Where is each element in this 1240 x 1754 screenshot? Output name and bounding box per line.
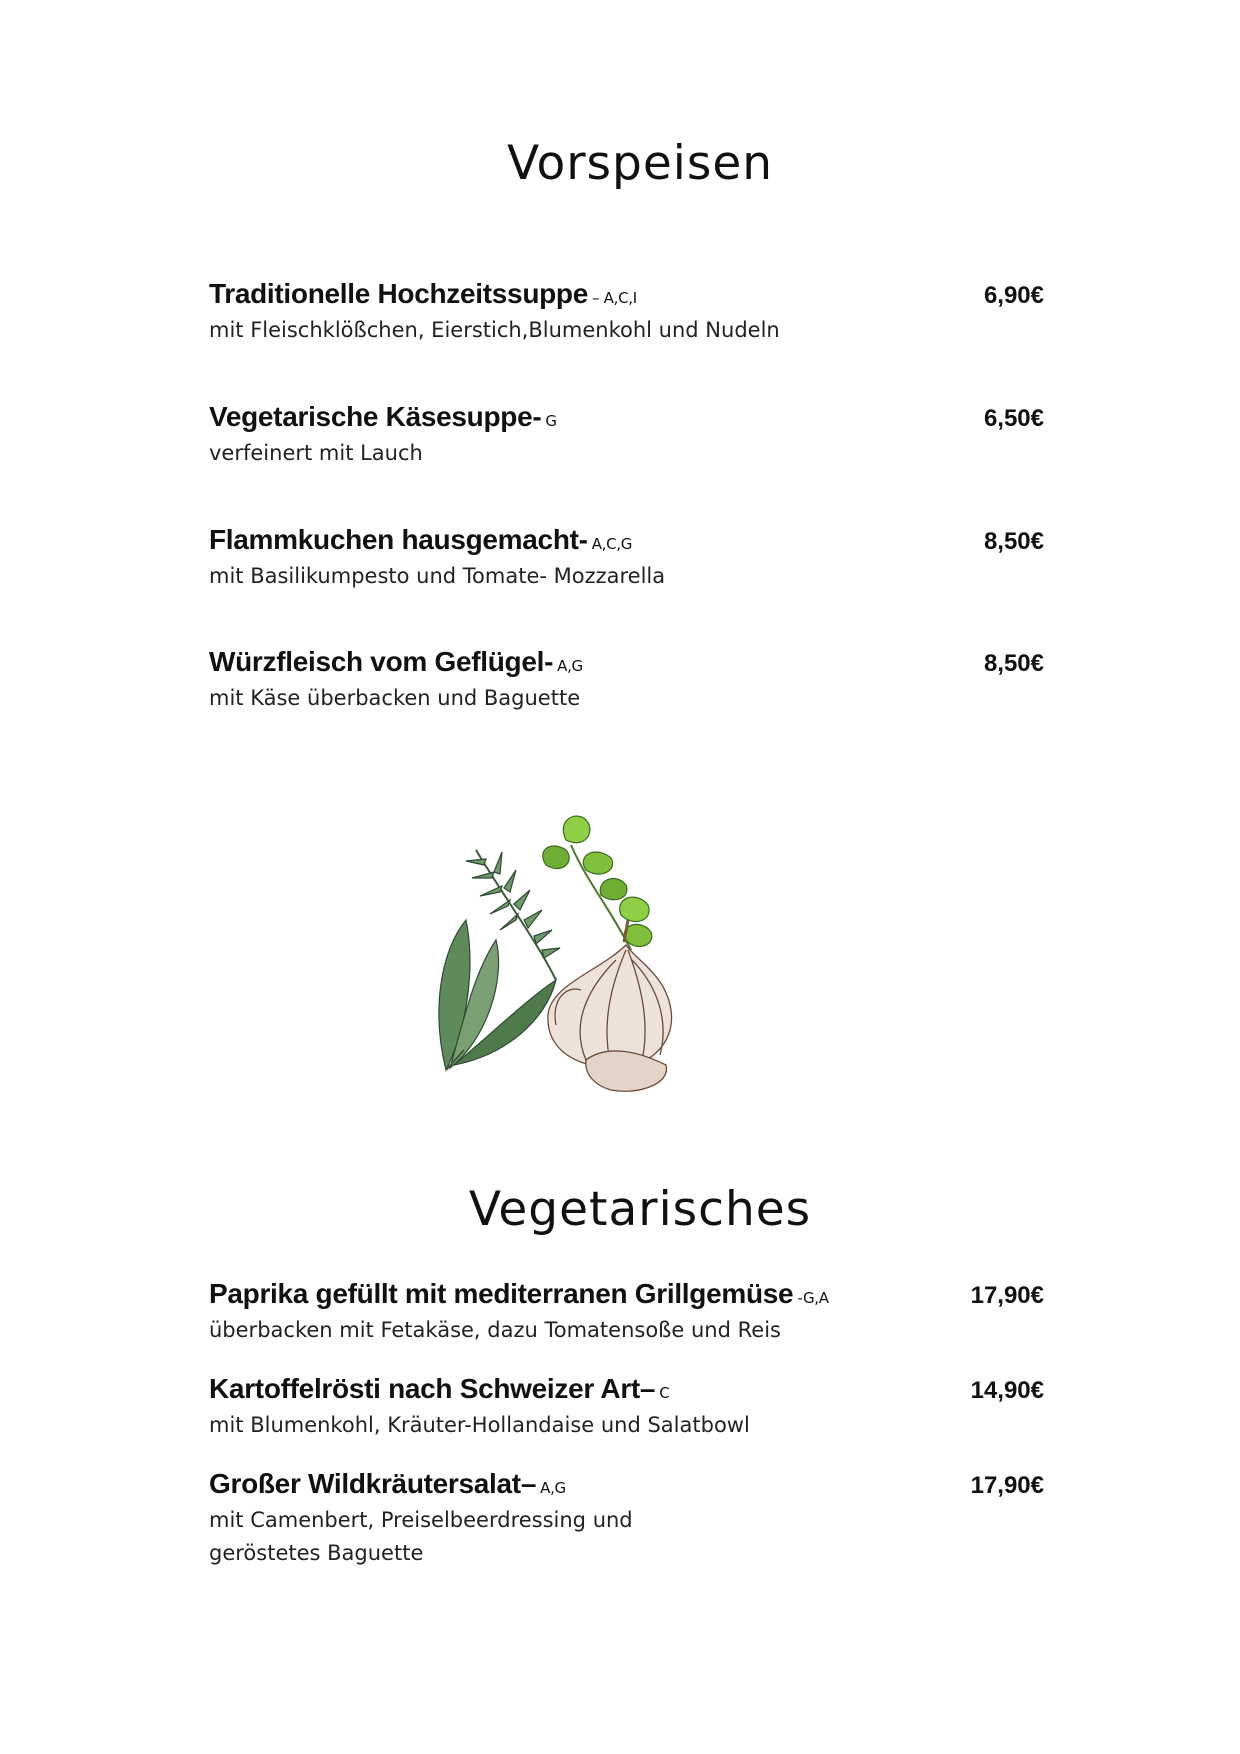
menu-item-description: mit Camenbert, Preiselbeerdressing und geröstetes Baguette: [209, 1508, 633, 1565]
menu-item-price: 8,50€: [983, 528, 1044, 555]
menu-item-price: 17,90€: [970, 1282, 1044, 1309]
menu-item: [209, 1278, 1044, 1347]
menu-item-name: [209, 1373, 669, 1405]
garlic-icon: [548, 920, 672, 1091]
menu-item: [209, 1468, 1044, 1570]
menu-item-header: [209, 524, 1044, 564]
menu-item-name: [209, 646, 583, 678]
menu-item-title: Flammkuchen hausgemacht-: [209, 524, 588, 555]
menu-item-header: [209, 1468, 1044, 1508]
menu-item-title: Traditionelle Hochzeitssuppe: [209, 278, 589, 309]
menu-item-price: 8,50€: [983, 650, 1044, 677]
menu-item-header: [209, 401, 1044, 441]
menu-item-description: mit Käse überbacken und Baguette: [209, 686, 581, 710]
menu-item: [209, 401, 1044, 470]
allergen-codes: A,G: [540, 1479, 566, 1497]
menu-item-description: mit Basilikumpesto und Tomate- Mozzarella: [209, 564, 666, 588]
menu-item-price: 6,90€: [983, 282, 1044, 309]
menu-item-title: Kartoffelrösti nach Schweizer Art–: [209, 1373, 656, 1404]
menu-item: [209, 278, 1044, 347]
menu-item-price: 17,90€: [970, 1472, 1044, 1499]
allergen-codes: C: [659, 1384, 670, 1402]
menu-item-description: mit Blumenkohl, Kräuter-Hollandaise und Salatbowl: [209, 1413, 750, 1437]
menu-item-name: [209, 401, 557, 433]
menu-item-header: [209, 646, 1044, 686]
section-title-vegetarisches: Vegetarisches: [468, 1182, 812, 1237]
menu-item-header: [209, 278, 1044, 318]
menu-item: [209, 1373, 1044, 1442]
allergen-codes: – A,C,I: [592, 289, 637, 307]
menu-item-description: überbacken mit Fetakäse, dazu Tomatensoße und Reis: [209, 1318, 781, 1342]
menu-item-price: 14,90€: [970, 1377, 1044, 1404]
menu-item-title: Vegetarische Käsesuppe-: [209, 401, 542, 432]
allergen-codes: -G,A: [797, 1289, 829, 1307]
menu-item-title: Paprika gefüllt mit mediterranen Grillgemüse: [209, 1278, 794, 1309]
allergen-codes: A,G: [557, 657, 583, 675]
rosemary-icon: [466, 850, 560, 980]
menu-item-description: verfeinert mit Lauch: [209, 441, 423, 465]
menu-item-header: [209, 1373, 1044, 1413]
menu-item-name: [209, 1468, 566, 1500]
allergen-codes: G: [545, 412, 557, 430]
menu-item: [209, 524, 1044, 593]
allergen-codes: A,C,G: [591, 535, 633, 553]
menu-item-header: [209, 1278, 1044, 1318]
herbs-garlic-illustration: [436, 810, 716, 1100]
menu-item-description: mit Fleischklößchen, Eierstich,Blumenkohl und Nudeln: [209, 318, 780, 342]
menu-item-name: [209, 1278, 829, 1310]
menu-item: [209, 646, 1044, 715]
menu-item-title: Würzfleisch vom Geflügel-: [209, 646, 554, 677]
menu-item-title: Großer Wildkräutersalat–: [209, 1468, 537, 1499]
basil-icon: [543, 816, 652, 950]
menu-item-name: [209, 278, 637, 310]
menu-item-price: 6,50€: [983, 405, 1044, 432]
section-title-vorspeisen: Vorspeisen: [506, 136, 774, 191]
menu-item-name: [209, 524, 632, 556]
